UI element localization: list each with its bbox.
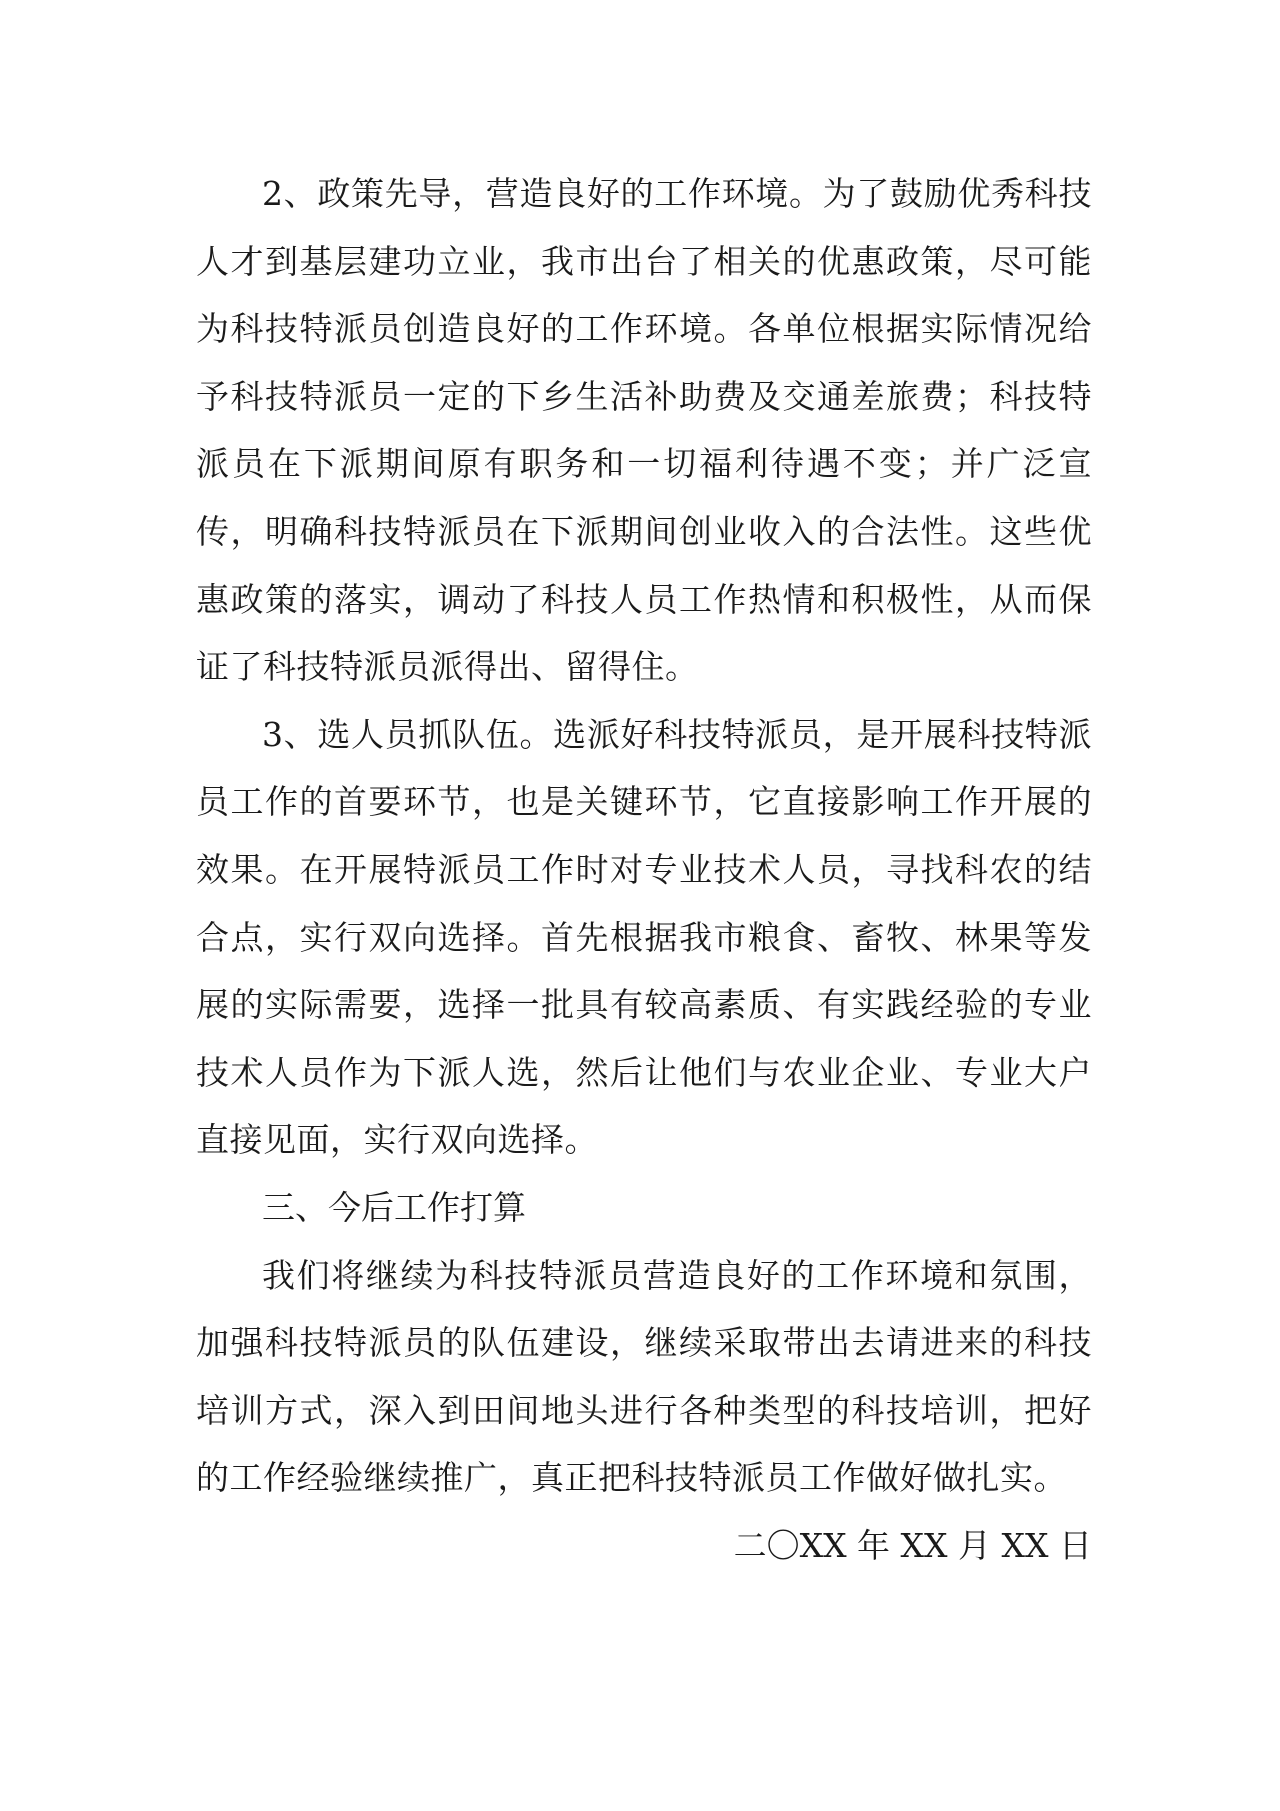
paragraph-policy-guidance: 2、政策先导，营造良好的工作环境。为了鼓励优秀科技人才到基层建功立业，我市出台了相关的优惠政策，尽可能为科技特派员创造良好的工作环境。各单位根据实际情况给予科技特派员一定的下乡生活补助费及交通差旅费；科技特派员在下派期间原有职务和一切福利待遇不变；并广泛宣传，明确科技特派员在下派期间创业收入的合法性。这些优惠政策的落实，调动了科技人员工作热情和积极性，从而保证了科技特派员派得出、留得住。 bbox=[196, 174, 1092, 687]
document-date: 二〇XX 年 XX 月 XX 日 bbox=[733, 1525, 1092, 1565]
paragraph-team-selection: 3、选人员抓队伍。选派好科技特派员，是开展科技特派员工作的首要环节，也是关键环节，它直接影响工作开展的效果。在开展特派员工作时对专业技术人员，寻找科农的结合点，实行双向选择。首先根据我市粮食、畜牧、林果等发展的实际需要，选择一批具有较高素质、有实践经验的专业技术人员作为下派人选，然后让他们与农业企业、专业大户直接见面，实行双向选择。 bbox=[196, 714, 1092, 1160]
section-heading-future-plans: 三、今后工作打算 bbox=[262, 1187, 526, 1227]
document-body bbox=[196, 160, 1092, 1579]
paragraph-closing: 我们将继续为科技特派员营造良好的工作环境和氛围，加强科技特派员的队伍建设，继续采取带出去请进来的科技培训方式，深入到田间地头进行各种类型的科技培训，把好的工作经验继续推广，真正把科技特派员工作做好做扎实。 bbox=[196, 1255, 1092, 1498]
